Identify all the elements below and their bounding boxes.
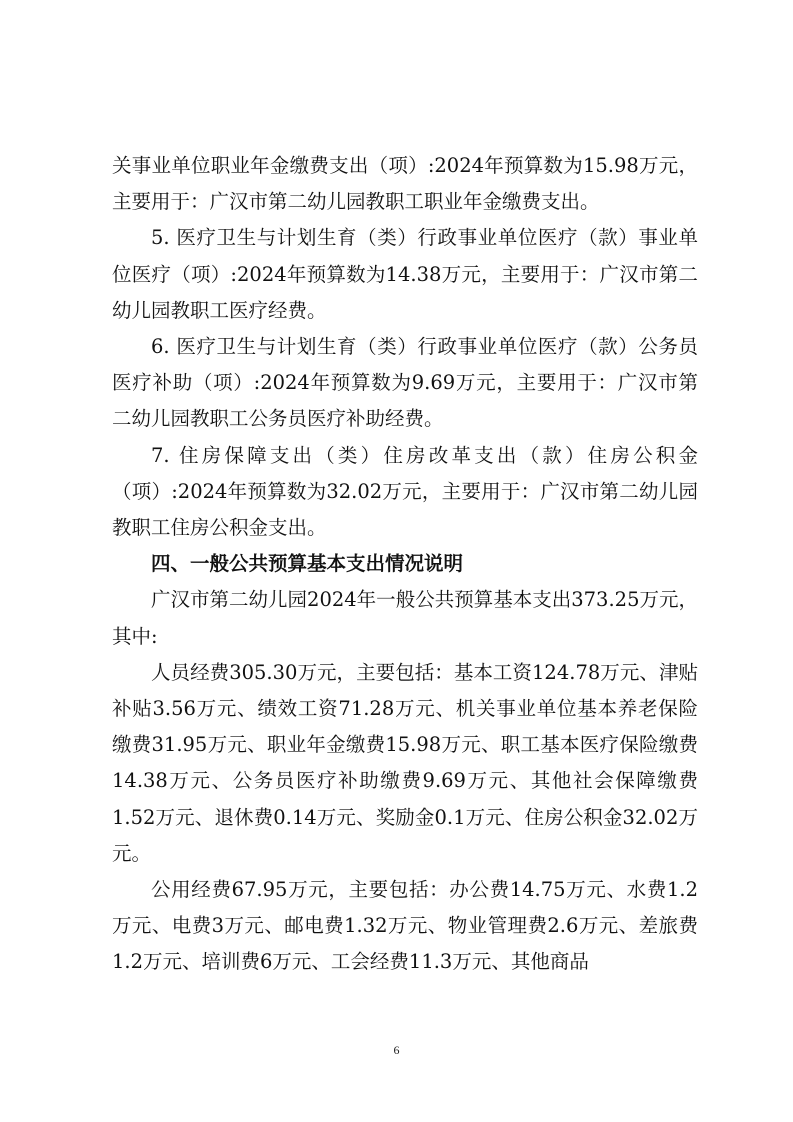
document-body <box>112 148 698 981</box>
paragraph-continuation: 关事业单位职业年金缴费支出（项）:2024年预算数为15.98万元，主要用于：广汉市第二幼儿园教职工职业年金缴费支出。 <box>112 154 698 214</box>
page-number: 6 <box>393 1043 400 1057</box>
paragraph-personnel-expenses: 人员经费305.30万元，主要包括：基本工资124.78万元、津贴补贴3.56万元、绩效工资71.28万元、机关事业单位基本养老保险缴费31.95万元、职业年金缴费15.98万元、职工基本医疗保险缴费14.38万元、公务员医疗补助缴费9.69万元、其他社会保障缴费1.52万元、退休费0.14万元、奖励金0.1万元、住房公积金32.02万元。 <box>112 660 698 865</box>
paragraph-public-expenses: 公用经费67.95万元，主要包括：办公费14.75万元、水费1.2万元、电费3万元、邮电费1.32万元、物业管理费2.6万元、差旅费1.2万元、培训费6万元、工会经费11.3万元、其他商品 <box>112 878 698 974</box>
paragraph-item-5: 5. 医疗卫生与计划生育（类）行政事业单位医疗（款）事业单位医疗（项）:2024年预算数为14.38万元，主要用于：广汉市第二幼儿园教职工医疗经费。 <box>112 226 698 322</box>
paragraph-item-7: 7. 住房保障支出（类）住房改革支出（款）住房公积金（项）:2024年预算数为32.02万元，主要用于：广汉市第二幼儿园教职工住房公积金支出。 <box>112 443 698 540</box>
paragraph-item-6: 6. 医疗卫生与计划生育（类）行政事业单位医疗（款）公务员医疗补助（项）:2024年预算数为9.69万元，主要用于：广汉市第二幼儿园教职工公务员医疗补助经费。 <box>112 335 698 431</box>
paragraph-basic-expenditure: 广汉市第二幼儿园2024年一般公共预算基本支出373.25万元，其中: <box>112 588 698 648</box>
section-heading: 四、一般公共预算基本支出情况说明 <box>151 552 464 576</box>
